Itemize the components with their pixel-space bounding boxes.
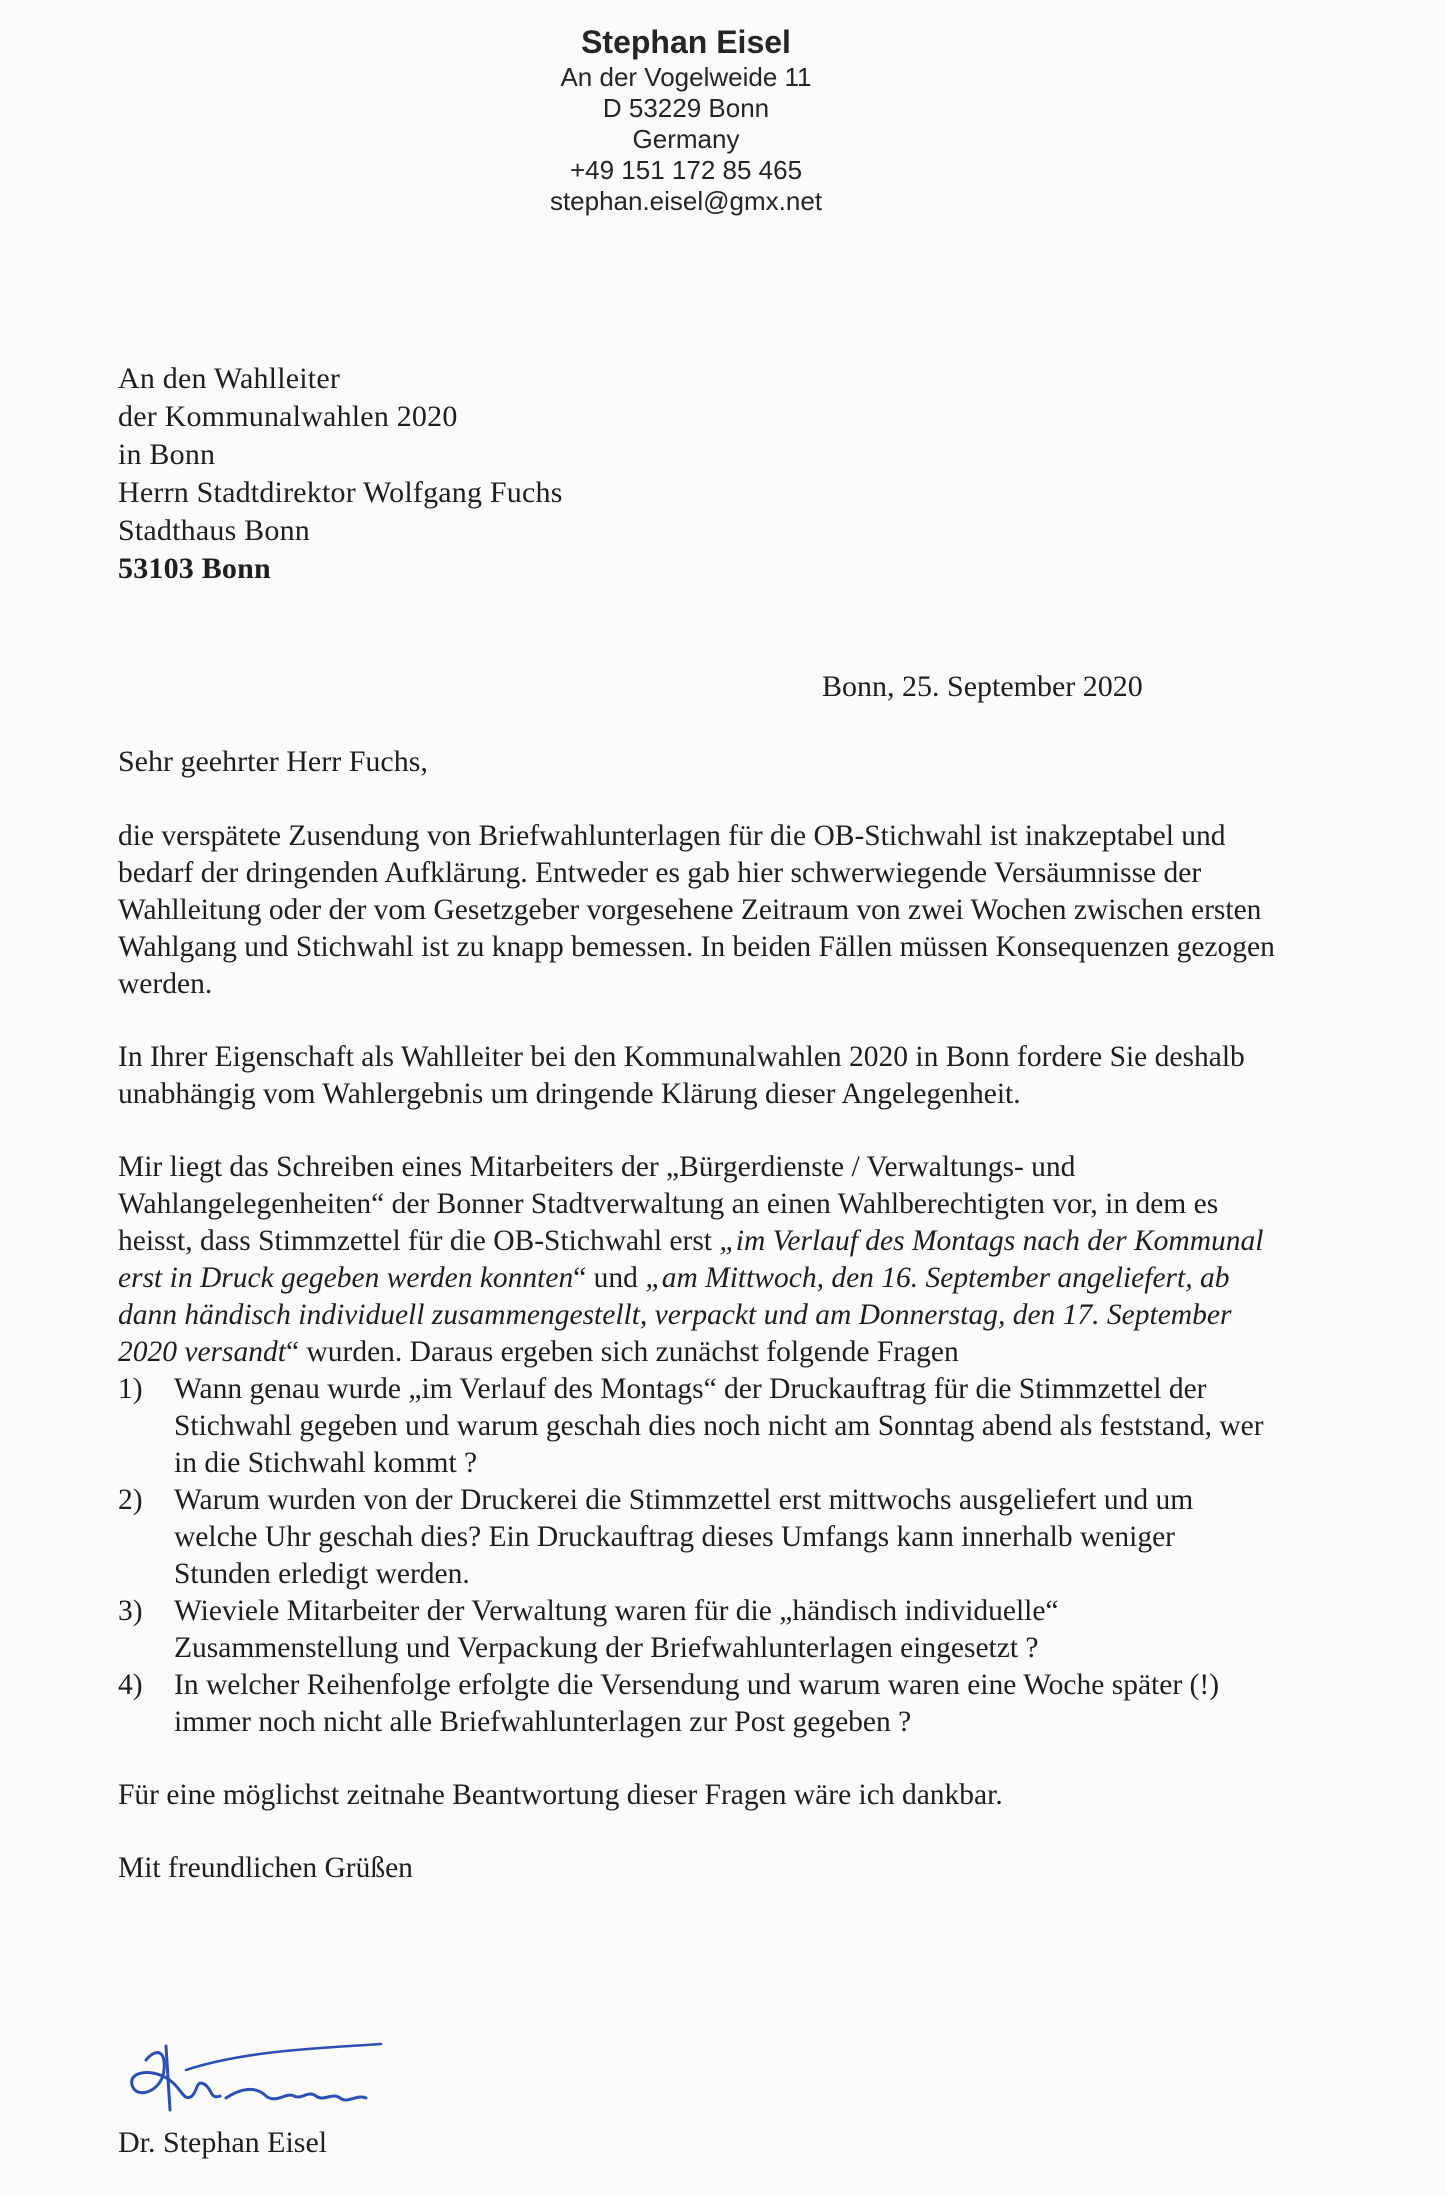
quote-mittwoch: „am Mittwoch, den 16. September angeliefert, ab dann händisch individuell zusammengestellt, verpackt und am Donnerstag, den 17. September 2020 versandt [118,1262,1232,1368]
letter-body [118,818,1278,1923]
question-text: Wieviele Mitarbeiter der Verwaltung waren für die „händisch individuelle“ Zusammenstellung und Verpackung der Briefwahlunterlagen eingesetzt ? [174,1595,1059,1664]
sender-street: An der Vogelweide 11 [560,62,812,92]
paragraph-3-text: “ und [573,1262,646,1294]
sender-country: Germany [632,124,740,154]
question-number: 4) [118,1669,143,1701]
question-list [118,1371,1278,1741]
question-text: In welcher Reihenfolge erfolgte die Versendung und warum waren eine Woche später (!) immer noch nicht alle Briefwahlunterlagen zur Post gegeben ? [174,1669,1220,1738]
sender-email: stephan.eisel@gmx.net [549,186,823,216]
recipient-line: Stadthaus Bonn [118,514,310,547]
question-number: 3) [118,1595,143,1627]
question-item [118,1593,1278,1667]
sender-name: Stephan Eisel [581,24,791,60]
paragraph-3-text: “ wurden. Daraus ergeben sich zunächst folgende Fragen [285,1336,959,1368]
signature-name: Dr. Stephan Eisel [118,2126,328,2159]
recipient-postcode: 53103 Bonn [118,552,271,585]
paragraph-3 [118,1149,1278,1371]
quote-montag: „im Verlauf des Montags nach der Kommunal erst in Druck gegeben werden konnten [118,1225,1264,1294]
question-item [118,1371,1278,1482]
letter-date: Bonn, 25. September 2020 [822,670,1143,703]
recipient-address [118,360,563,588]
sender-block [0,22,1372,217]
paragraph-2: In Ihrer Eigenschaft als Wahlleiter bei den Kommunalwahlen 2020 in Bonn fordere Sie deshalb unabhängig vom Wahlergebnis um dringende Klärung dieser Angelegenheit. [118,1041,1245,1110]
salutation: Sehr geehrter Herr Fuchs, [118,745,428,778]
recipient-line: in Bonn [118,438,216,471]
closing-request: Für eine möglichst zeitnahe Beantwortung dieser Fragen wäre ich dankbar. [118,1779,1003,1811]
paragraph-1: die verspätete Zusendung von Briefwahlunterlagen für die OB-Stichwahl ist inakzeptabel und bedarf der dringenden Aufklärung. Entweder es gab hier schwerwiegende Versäumnisse der Wahlleitung oder der vom Gesetzgeber vorgesehene Zeitraum von zwei Wochen zwischen ersten Wahlgang und Stichwahl ist zu knapp bemessen. In beiden Fällen müssen Konsequenzen gezogen werden. [118,820,1275,1000]
question-item [118,1667,1278,1741]
recipient-line: Herrn Stadtdirektor Wolfgang Fuchs [118,476,563,509]
sender-city: D 53229 Bonn [602,93,770,123]
question-number: 2) [118,1484,143,1516]
question-number: 1) [118,1373,143,1405]
sender-phone: +49 151 172 85 465 [569,155,803,185]
question-item [118,1482,1278,1593]
question-text: Warum wurden von der Druckerei die Stimmzettel erst mittwochs ausgeliefert und um welche Uhr geschah dies? Ein Druckauftrag dieses Umfangs kann innerhalb weniger Stunden erledigt werden. [174,1484,1194,1590]
question-text: Wann genau wurde „im Verlauf des Montags“ der Druckauftrag für die Stimmzettel der Stichwahl gegeben und warum geschah dies noch nicht am Sonntag abend als feststand, wer in die Stichwahl kommt ? [174,1373,1264,1479]
handwritten-signature [126,2040,386,2125]
greeting: Mit freundlichen Grüßen [118,1852,413,1884]
recipient-line: der Kommunalwahlen 2020 [118,400,458,433]
recipient-line: An den Wahlleiter [118,362,341,395]
paragraph-3-text: Mir liegt das Schreiben eines Mitarbeiters der „Bürgerdienste / Verwaltungs- und Wahlangelegenheiten“ der Bonner Stadtverwaltung an einen Wahlberechtigten vor, in dem es heisst, dass Stimmzettel für die OB-Stichwahl erst [118,1151,1219,1257]
